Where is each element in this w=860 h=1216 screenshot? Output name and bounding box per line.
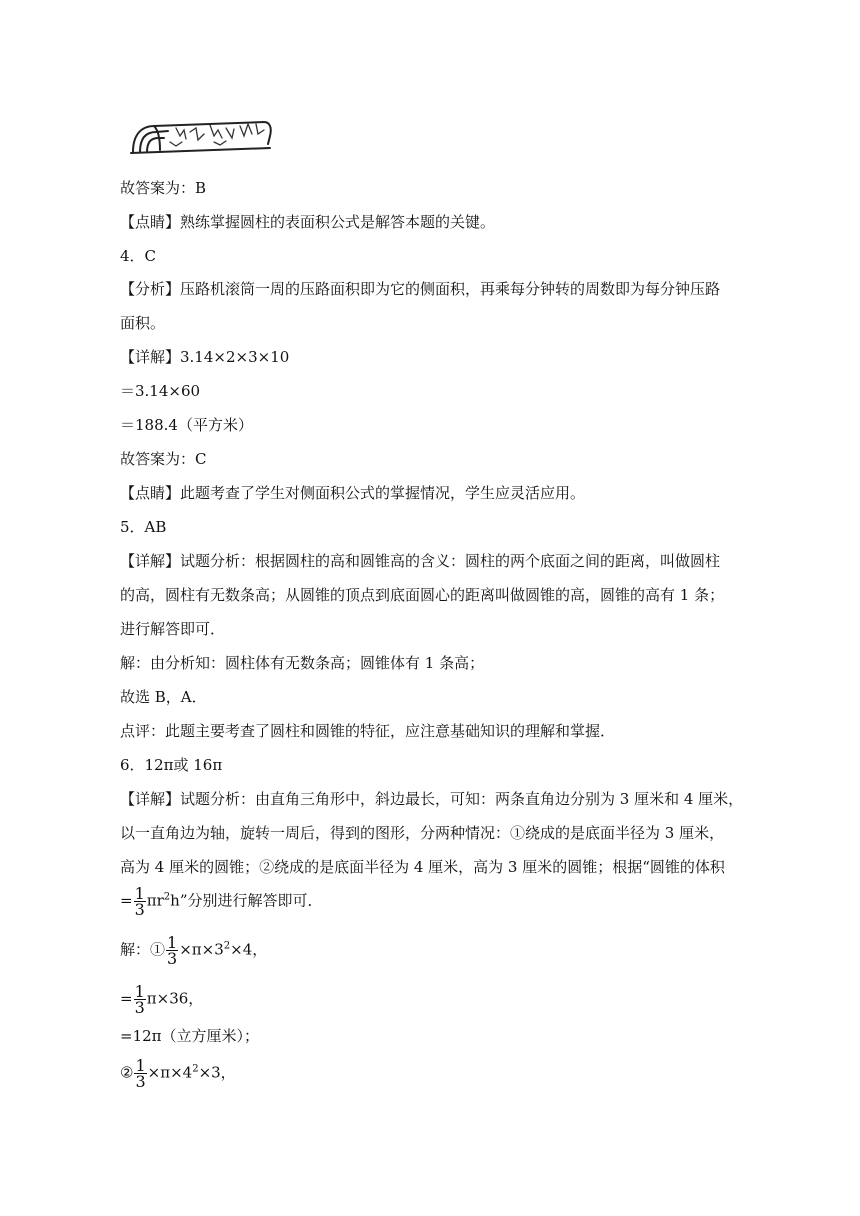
formula-prefix: = [120, 989, 133, 1008]
formula-prefix: ② [120, 1063, 134, 1082]
answer-line: 故答案为：B [120, 179, 207, 197]
formula-exponent: 2 [163, 891, 171, 903]
fraction-denominator: 3 [134, 998, 145, 1017]
formula-line [120, 935, 267, 966]
formula-text: πr [146, 891, 164, 910]
question-5-answer: 5．AB [120, 518, 167, 536]
formula-text: π×36， [146, 989, 204, 1008]
calc-line: ＝3.14×60 [120, 382, 201, 400]
question-4-answer: 4．C [120, 247, 157, 265]
calc-line: ＝188.4（平方米） [120, 416, 253, 434]
detail-line-cont: 高为 4 厘米的圆锥；②绕成的是底面半径为 4 厘米，高为 3 厘米的圆锥；根据“圆锥的体积 [120, 858, 725, 876]
answer-line: 故答案为：C [120, 450, 207, 468]
formula-line [120, 1058, 236, 1089]
comment-line: 点评：此题主要考查了圆柱和圆锥的特征，应注意基础知识的理解和掌握． [120, 722, 616, 740]
fraction-numerator: 1 [134, 982, 145, 1001]
formula-text: ×3， [198, 1063, 236, 1082]
fraction [134, 886, 146, 917]
detail-line-cont: 的高，圆柱有无数条高；从圆锥的顶点到底面圆心的距离叫做圆锥的高，圆锥的高有 1 条； [120, 586, 725, 604]
analysis-line-cont: 面积。 [120, 314, 166, 332]
fraction-numerator: 1 [167, 933, 178, 952]
choice-line: 故选 B，A． [120, 688, 207, 706]
formula-text: ×4， [230, 940, 268, 959]
fraction-numerator: 1 [134, 884, 145, 903]
formula-line: =12π（立方厘米）； [120, 1027, 260, 1045]
question-6-answer: 6．12π或 16π [120, 756, 223, 774]
formula-line [120, 886, 323, 917]
tip-line: 【点睛】熟练掌握圆柱的表面积公式是解答本题的关键。 [120, 213, 496, 231]
fraction-denominator: 3 [135, 1072, 146, 1091]
formula-text: h”分别进行解答即可． [170, 891, 323, 910]
fraction-denominator: 3 [167, 949, 178, 968]
analysis-line: 【分析】压路机滚筒一周的压路面积即为它的侧面积，再乘每分钟转的周数即为每分钟压路 [120, 280, 721, 298]
formula-exponent: 2 [192, 1063, 199, 1075]
fraction-numerator: 1 [135, 1056, 146, 1075]
formula-text: ×π×4 [147, 1063, 193, 1082]
solution-line: 解：由分析知：圆柱体有无数条高；圆锥体有 1 条高； [120, 654, 485, 672]
tip-line: 【点睛】此题考查了学生对侧面积公式的掌握情况，学生应灵活应用。 [120, 484, 586, 502]
formula-prefix: = [120, 891, 133, 910]
formula-exponent: 2 [223, 940, 231, 952]
detail-line: 【详解】试题分析：根据圆柱的高和圆锥高的含义：圆柱的两个底面之间的距离，叫做圆柱 [120, 552, 721, 570]
formula-text: ×π×3 [179, 940, 224, 959]
detail-line-cont: 以一直角边为轴，旋转一周后，得到的图形，分两种情况：①绕成的是底面半径为 3 厘米， [120, 824, 725, 842]
fraction [134, 1058, 146, 1089]
formula-line [120, 984, 203, 1015]
formula-prefix: 解：① [120, 940, 166, 959]
fraction [166, 935, 178, 966]
detail-line-cont: 进行解答即可． [120, 620, 226, 638]
fraction-denominator: 3 [134, 900, 145, 919]
greenhouse-illustration [128, 112, 274, 158]
detail-line: 【详解】3.14×2×3×10 [120, 348, 290, 366]
detail-line: 【详解】试题分析：由直角三角形中，斜边最长，可知：两条直角边分别为 3 厘米和 4 厘米， [120, 790, 744, 808]
fraction [134, 984, 146, 1015]
